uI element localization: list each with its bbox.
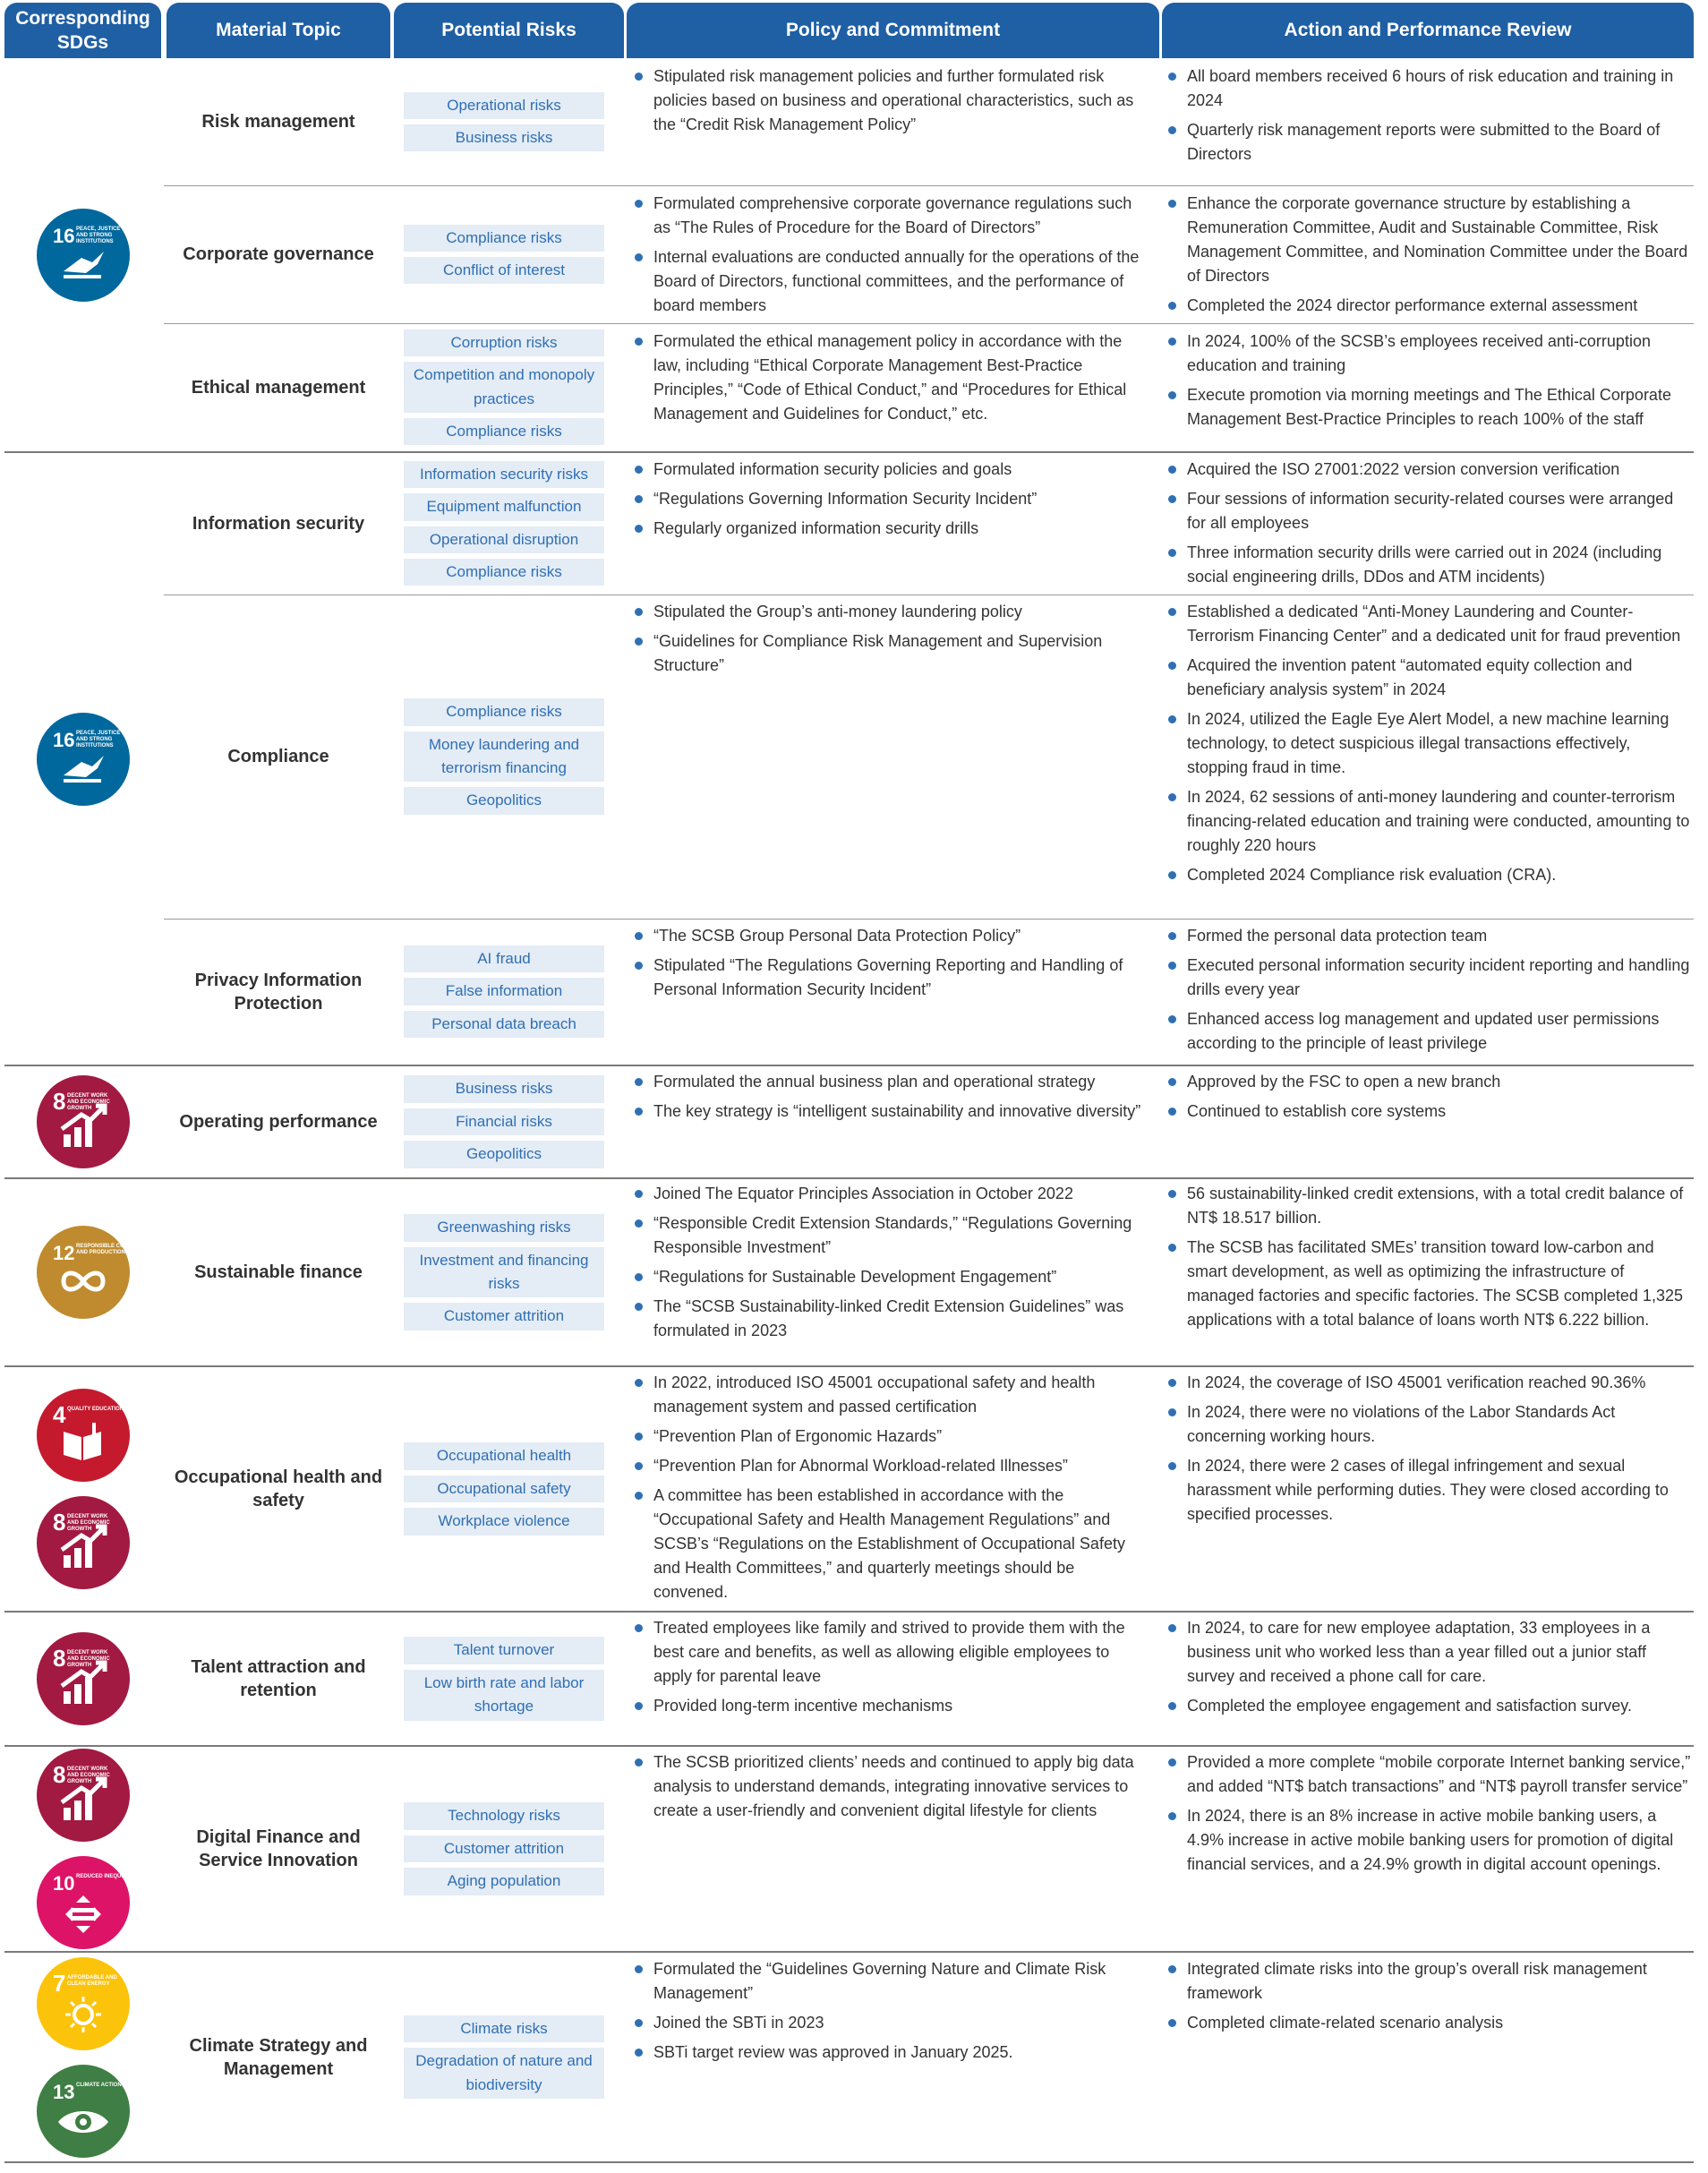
action-item: In 2024, there were no violations of the Labor Standards Act concerning working hours. [1166,1400,1694,1449]
policy-item: Treated employees like family and strived to provide them with the best care and benefits, as well as allowing eligible employees to apply for parental leave [632,1616,1147,1689]
action-list [1166,1070,1694,1129]
row-divider [164,323,1694,324]
topic-occupational-health: Occupational health and safety [174,1467,383,1510]
sdg-cell-sustainable-finance [4,1178,161,1366]
sdg-label: DECENT WORK [66,1093,107,1099]
sdg-cell-security [4,452,161,1065]
sdg-number: 8 [52,1645,65,1672]
action-list [1166,1957,1694,2040]
topic-talent: Talent attraction and retention [191,1657,366,1700]
dove-icon [37,713,130,806]
risk-tag: Technology risks [404,1802,604,1829]
action-list [1166,1616,1694,1724]
risk-tag: Occupational safety [404,1476,604,1502]
risk-tag: Money laundering and terrorism financing [404,731,604,783]
sdg-8-icon [37,1075,130,1168]
action-item: Enhance the corporate governance structure by establishing a Remuneration Committee, Audit and Sustainable Committee, Risk Management Committee, and Nomination Committee under the Board of Directors [1166,192,1694,288]
risk-tag: Customer attrition [404,1303,604,1330]
header-risks: Potential Risks [394,3,624,58]
sdg-number: 8 [52,1509,65,1536]
policy-bullets [632,924,1147,1002]
risk-list [401,323,607,451]
action-list [1166,192,1694,323]
action-bullets [1166,924,1694,1056]
policy-item: Stipulated risk management policies and further formulated risk policies based on business and operational characteristics, such as the “Credit Risk Management Policy” [632,64,1147,137]
sun-icon [37,1957,130,2050]
sdg-number: 12 [52,1242,74,1264]
risk-tag: Operational disruption [404,526,604,553]
risk-tag: AI fraud [404,945,604,972]
sdg-cell-climate [4,1952,161,2162]
risk-list [401,1952,607,2162]
sdg-label: AND ECONOMIC [66,1656,110,1662]
policy-item: Joined the SBTi in 2023 [632,2011,1147,2035]
sdg-label: CLEAN ENERGY [66,1981,110,1987]
sdg-label: DECENT WORK [66,1650,107,1655]
sdg-label: QUALITY EDUCATION [66,1407,124,1412]
action-item: Completed 2024 Compliance risk evaluation (CRA). [1166,863,1694,887]
sdg-label: INSTITUTIONS [75,742,114,749]
growth-chart-icon [37,1075,130,1168]
action-bullets [1166,1182,1694,1332]
policy-item: “The SCSB Group Personal Data Protection Policy” [632,924,1147,948]
risk-tag: Degradation of nature and biodiversity [404,2048,604,2099]
risk-list [401,452,607,595]
risk-tag: Low birth rate and labor shortage [404,1670,604,1721]
policy-bullets [632,1371,1147,1604]
action-bullets [1166,1371,1694,1527]
policy-item: “Responsible Credit Extension Standards,” “Regulations Governing Responsible Investment” [632,1211,1147,1260]
book-icon [37,1389,130,1482]
sdg-8-icon [37,1632,130,1725]
risk-list [401,185,607,323]
action-item: Provided a more complete “mobile corporate Internet banking service,” and added “NT$ batch transactions” and “NT$ payroll transfer service” [1166,1750,1694,1799]
policy-bullets [632,1957,1147,2065]
risk-list [401,1065,607,1178]
risk-tag: Compliance risks [404,559,604,586]
risk-tag: Conflict of interest [404,257,604,284]
risk-list [401,595,607,919]
policy-bullets [632,1182,1147,1343]
sdg-8-icon [37,1496,130,1589]
topic-compliance: Compliance [227,747,329,766]
policy-list [632,1616,1147,1724]
action-item: Four sessions of information security-related courses were arranged for all employees [1166,487,1694,535]
topic-climate-strategy: Climate Strategy and Management [189,2035,368,2079]
risk-list [401,58,607,185]
sdg-label: DECENT WORK [66,1767,107,1772]
topic-operating-performance: Operating performance [179,1112,378,1132]
sdg-cell-health-safety [4,1366,161,1612]
risk-tag: Business risks [404,124,604,151]
sdg-label: AFFORDABLE AND [66,1974,117,1981]
policy-item: “Guidelines for Compliance Risk Management and Supervision Structure” [632,629,1147,678]
policy-item: In 2022, introduced ISO 45001 occupational safety and health management system and passed certification [632,1371,1147,1419]
sdg-cell-governance [4,58,161,452]
action-list [1166,600,1694,893]
action-bullets [1166,458,1694,589]
risk-tag: Compliance risks [404,225,604,252]
sdg-cell-performance [4,1065,161,1178]
risk-tag: Competition and monopoly practices [404,362,604,413]
action-item: 56 sustainability-linked credit extensions, with a total credit balance of NT$ 18.517 billion. [1166,1182,1694,1230]
action-item: In 2024, there is an 8% increase in active mobile banking users, a 4.9% increase in active mobile banking users for promotion of digital financial services, and a 24.9% growth in digital account openings. [1166,1804,1694,1877]
action-item: In 2024, the coverage of ISO 45001 verification reached 90.36% [1166,1371,1694,1395]
risk-tag: Equipment malfunction [404,493,604,520]
policy-item: The SCSB prioritized clients’ needs and continued to apply big data analysis to understand demands, integrating innovative services to create a user-friendly and convenient digital lifestyle for clients [632,1750,1147,1823]
sdg-7-icon [37,1957,130,2050]
sdg-number: 13 [52,2080,74,2103]
action-item: Acquired the ISO 27001:2022 version conversion verification [1166,458,1694,482]
policy-item: Stipulated the Group’s anti-money laundering policy [632,600,1147,624]
sdg-label: CLIMATE ACTION [75,2082,122,2088]
policy-item: SBTi target review was approved in January 2025. [632,2040,1147,2065]
action-item: In 2024, 62 sessions of anti-money laundering and counter-terrorism financing-related education and training were conducted, amounting to roughly 220 hours [1166,785,1694,858]
risk-tag: Compliance risks [404,418,604,445]
infinity-icon [37,1226,157,1319]
policy-bullets [632,1616,1147,1718]
policy-list [632,192,1147,323]
action-bullets [1166,1957,1694,2035]
topic-digital-finance: Digital Finance and Service Innovation [196,1827,361,1870]
action-item: Executed personal information security incident reporting and handling drills every year [1166,954,1694,1002]
sdg-number: 4 [52,1401,65,1428]
policy-item: Formulated the “Guidelines Governing Nature and Climate Risk Management” [632,1957,1147,2006]
action-bullets [1166,600,1694,887]
policy-list [632,1750,1147,1828]
risk-tag: Compliance risks [404,698,604,725]
policy-item: “Prevention Plan of Ergonomic Hazards” [632,1424,1147,1449]
policy-list [632,600,1147,683]
policy-item: “Regulations Governing Information Security Incident” [632,487,1147,511]
header-sdgs: Corresponding SDGs [4,3,161,58]
sdg-13-icon [37,2065,130,2158]
policy-item: Provided long-term incentive mechanisms [632,1694,1147,1718]
action-bullets [1166,1750,1694,1877]
action-item: Continued to establish core systems [1166,1099,1694,1124]
action-list [1166,1182,1694,1338]
risk-tag: Greenwashing risks [404,1214,604,1241]
sdg-number: 7 [52,1969,65,1997]
action-list [1166,924,1694,1061]
policy-list [632,924,1147,1007]
risk-tag: False information [404,978,604,1005]
sdg-cell-digital [4,1746,161,1952]
action-item: Formed the personal data protection team [1166,924,1694,948]
sdg-label: AND STRONG [75,233,112,238]
policy-bullets [632,64,1147,137]
policy-list [632,1371,1147,1610]
sdg-16-icon [37,209,130,302]
action-item: Completed climate-related scenario analysis [1166,2011,1694,2035]
policy-item: Internal evaluations are conducted annually for the operations of the Board of Directors, functional committees, and the performance of board members [632,245,1147,318]
sdg-label: AND ECONOMIC [66,1099,110,1105]
topic-privacy-protection: Privacy Information Protection [194,970,363,1014]
policy-list [632,1182,1147,1348]
policy-list [632,64,1147,142]
policy-bullets [632,329,1147,426]
action-bullets [1166,1070,1694,1124]
action-item: Three information security drills were carried out in 2024 (including social engineering drills, DDos and ATM incidents) [1166,541,1694,589]
policy-item: “Regulations for Sustainable Development Engagement” [632,1265,1147,1289]
policy-bullets [632,600,1147,678]
action-item: Execute promotion via morning meetings and The Ethical Corporate Management Best-Practice Principles to reach 100% of the staff [1166,383,1694,432]
risk-tag: Talent turnover [404,1637,604,1664]
policy-list [632,1957,1147,2070]
action-bullets [1166,64,1694,167]
action-bullets [1166,329,1694,432]
risk-list [401,1178,607,1366]
policy-list [632,1070,1147,1129]
risk-tag: Corruption risks [404,329,604,356]
topic-sustainable-finance: Sustainable finance [194,1262,363,1282]
risk-tag: Financial risks [404,1108,604,1135]
action-item: Completed the 2024 director performance external assessment [1166,294,1694,318]
sdg-label: DECENT WORK [66,1514,107,1519]
header-policy: Policy and Commitment [627,3,1159,58]
risk-list [401,919,607,1065]
policy-item: A committee has been established in accordance with the “Occupational Safety and Health Management Regulations” and SCSB’s “Regulations on the Establishment of Occupational Safety and Health Committees,” and quarterly meetings should be convened. [632,1484,1147,1604]
risk-tag: Investment and financing risks [404,1247,604,1298]
policy-item: Joined The Equator Principles Association in October 2022 [632,1182,1147,1206]
sdg-label: REDUCED INEQUALITIES [75,1874,141,1879]
action-bullets [1166,1616,1694,1718]
risk-tag: Climate risks [404,2015,604,2042]
risk-tag: Operational risks [404,92,604,119]
sdg-label: INSTITUTIONS [75,239,114,244]
sdg-label: AND ECONOMIC [66,1520,110,1526]
action-item: In 2024, there were 2 cases of illegal infringement and sexual harassment while performing duties. They were closed according to specified processes. [1166,1454,1694,1527]
sdg-12-icon [37,1226,157,1319]
growth-chart-icon [37,1632,130,1725]
sdg-4-icon [37,1389,130,1482]
sdg-label: PEACE, JUSTICE [75,227,120,232]
policy-item: Regularly organized information security drills [632,517,1147,541]
action-list [1166,458,1694,595]
policy-item: Formulated the ethical management policy in accordance with the law, including “Ethical Corporate Management Best-Practice Principles,” “Code of Ethical Conduct,” and “Procedures for Ethical Management and Guidelines for Conduct,” etc. [632,329,1147,426]
action-list [1166,64,1694,172]
action-list [1166,329,1694,437]
risk-tag: Workplace violence [404,1508,604,1535]
policy-list [632,458,1147,546]
policy-item: Formulated the annual business plan and operational strategy [632,1070,1147,1094]
policy-bullets [632,458,1147,541]
row-divider [164,919,1694,920]
sdg-label: AND STRONG [75,736,112,742]
sdg-number: 10 [52,1872,74,1895]
header-action: Action and Performance Review [1162,3,1694,58]
sdg-label: AND ECONOMIC [66,1773,110,1778]
risk-tag: Geopolitics [404,787,604,814]
policy-bullets [632,1070,1147,1124]
action-bullets [1166,192,1694,318]
action-item: In 2024, to care for new employee adaptation, 33 employees in a business unit who worked less than a year filled out a junior staff survey and received a phone call for care. [1166,1616,1694,1689]
sdg-number: 8 [52,1088,65,1115]
action-item: Completed the employee engagement and satisfaction survey. [1166,1694,1694,1718]
growth-chart-icon [37,1496,130,1589]
sdg-cell-talent [4,1612,161,1746]
policy-item: The key strategy is “intelligent sustainability and innovative diversity” [632,1099,1147,1124]
action-item: Enhanced access log management and updated user permissions according to the principle of least privilege [1166,1007,1694,1056]
action-item: Acquired the invention patent “automated equity collection and beneficiary analysis system” in 2024 [1166,654,1694,702]
policy-item: Formulated information security policies and goals [632,458,1147,482]
topic-corporate-governance: Corporate governance [183,244,374,264]
risk-list [401,1746,607,1952]
row-divider [164,185,1694,186]
policy-item: The “SCSB Sustainability-linked Credit Extension Guidelines” was formulated in 2023 [632,1295,1147,1343]
sdg-number: 16 [52,728,74,751]
risk-tag: Aging population [404,1868,604,1895]
action-item: Approved by the FSC to open a new branch [1166,1070,1694,1094]
action-item: All board members received 6 hours of risk education and training in 2024 [1166,64,1694,113]
risk-list [401,1366,607,1612]
topic-risk-management: Risk management [201,112,355,132]
policy-bullets [632,192,1147,318]
action-item: Integrated climate risks into the group’s overall risk management framework [1166,1957,1694,2006]
action-item: Quarterly risk management reports were submitted to the Board of Directors [1166,118,1694,167]
sdg-label: GROWTH [66,1663,91,1668]
policy-list [632,329,1147,432]
sdg-8-icon [37,1749,130,1842]
sdg-16-icon [37,713,130,806]
topic-information-security: Information security [192,513,365,534]
sdg-label: PEACE, JUSTICE [75,730,120,736]
growth-chart-icon [37,1749,130,1842]
policy-item: Formulated comprehensive corporate governance regulations such as “The Rules of Procedure for the Board of Directors” [632,192,1147,240]
sdg-label: GROWTH [66,1779,91,1784]
sdg-number: 8 [52,1761,65,1788]
eye-globe-icon [37,2065,130,2158]
sdg-label: GROWTH [66,1106,91,1111]
equality-icon [37,1856,141,1949]
policy-item: “Prevention Plan for Abnormal Workload-related Illnesses” [632,1454,1147,1478]
action-item: In 2024, 100% of the SCSB’s employees received anti-corruption education and training [1166,329,1694,378]
action-list [1166,1750,1694,1882]
action-list [1166,1371,1694,1532]
risk-tag: Geopolitics [404,1141,604,1168]
risk-tag: Information security risks [404,461,604,488]
risk-tag: Customer attrition [404,1835,604,1862]
sdg-number: 16 [52,225,74,247]
sdg-label: GROWTH [66,1527,91,1532]
action-item: Established a dedicated “Anti-Money Laundering and Counter-Terrorism Financing Center” and a dedicated unit for fraud prevention [1166,600,1694,648]
header-topic: Material Topic [167,3,390,58]
risk-tag: Personal data breach [404,1011,604,1038]
sdg-label: AND PRODUCTION [75,1250,125,1255]
action-item: In 2024, utilized the Eagle Eye Alert Model, a new machine learning technology, to detect suspicious illegal transactions effectively, stopping fraud in time. [1166,707,1694,780]
policy-item: Stipulated “The Regulations Governing Reporting and Handling of Personal Information Security Incident” [632,954,1147,1002]
risk-tag: Business risks [404,1075,604,1102]
topic-ethical-management: Ethical management [191,377,366,398]
dove-icon [37,209,130,302]
sdg-10-icon [37,1856,141,1949]
risk-tag: Occupational health [404,1442,604,1469]
action-item: The SCSB has facilitated SMEs’ transition toward low-carbon and smart development, as well as optimizing the infrastructure of managed factories and specific factories. The SCSB completed 1,325 applications with a total balance of loans worth NT$ 6.222 billion. [1166,1236,1694,1332]
risk-list [401,1612,607,1746]
policy-bullets [632,1750,1147,1823]
sdg-label: RESPONSIBLE CONSUMPTION [75,1244,157,1249]
